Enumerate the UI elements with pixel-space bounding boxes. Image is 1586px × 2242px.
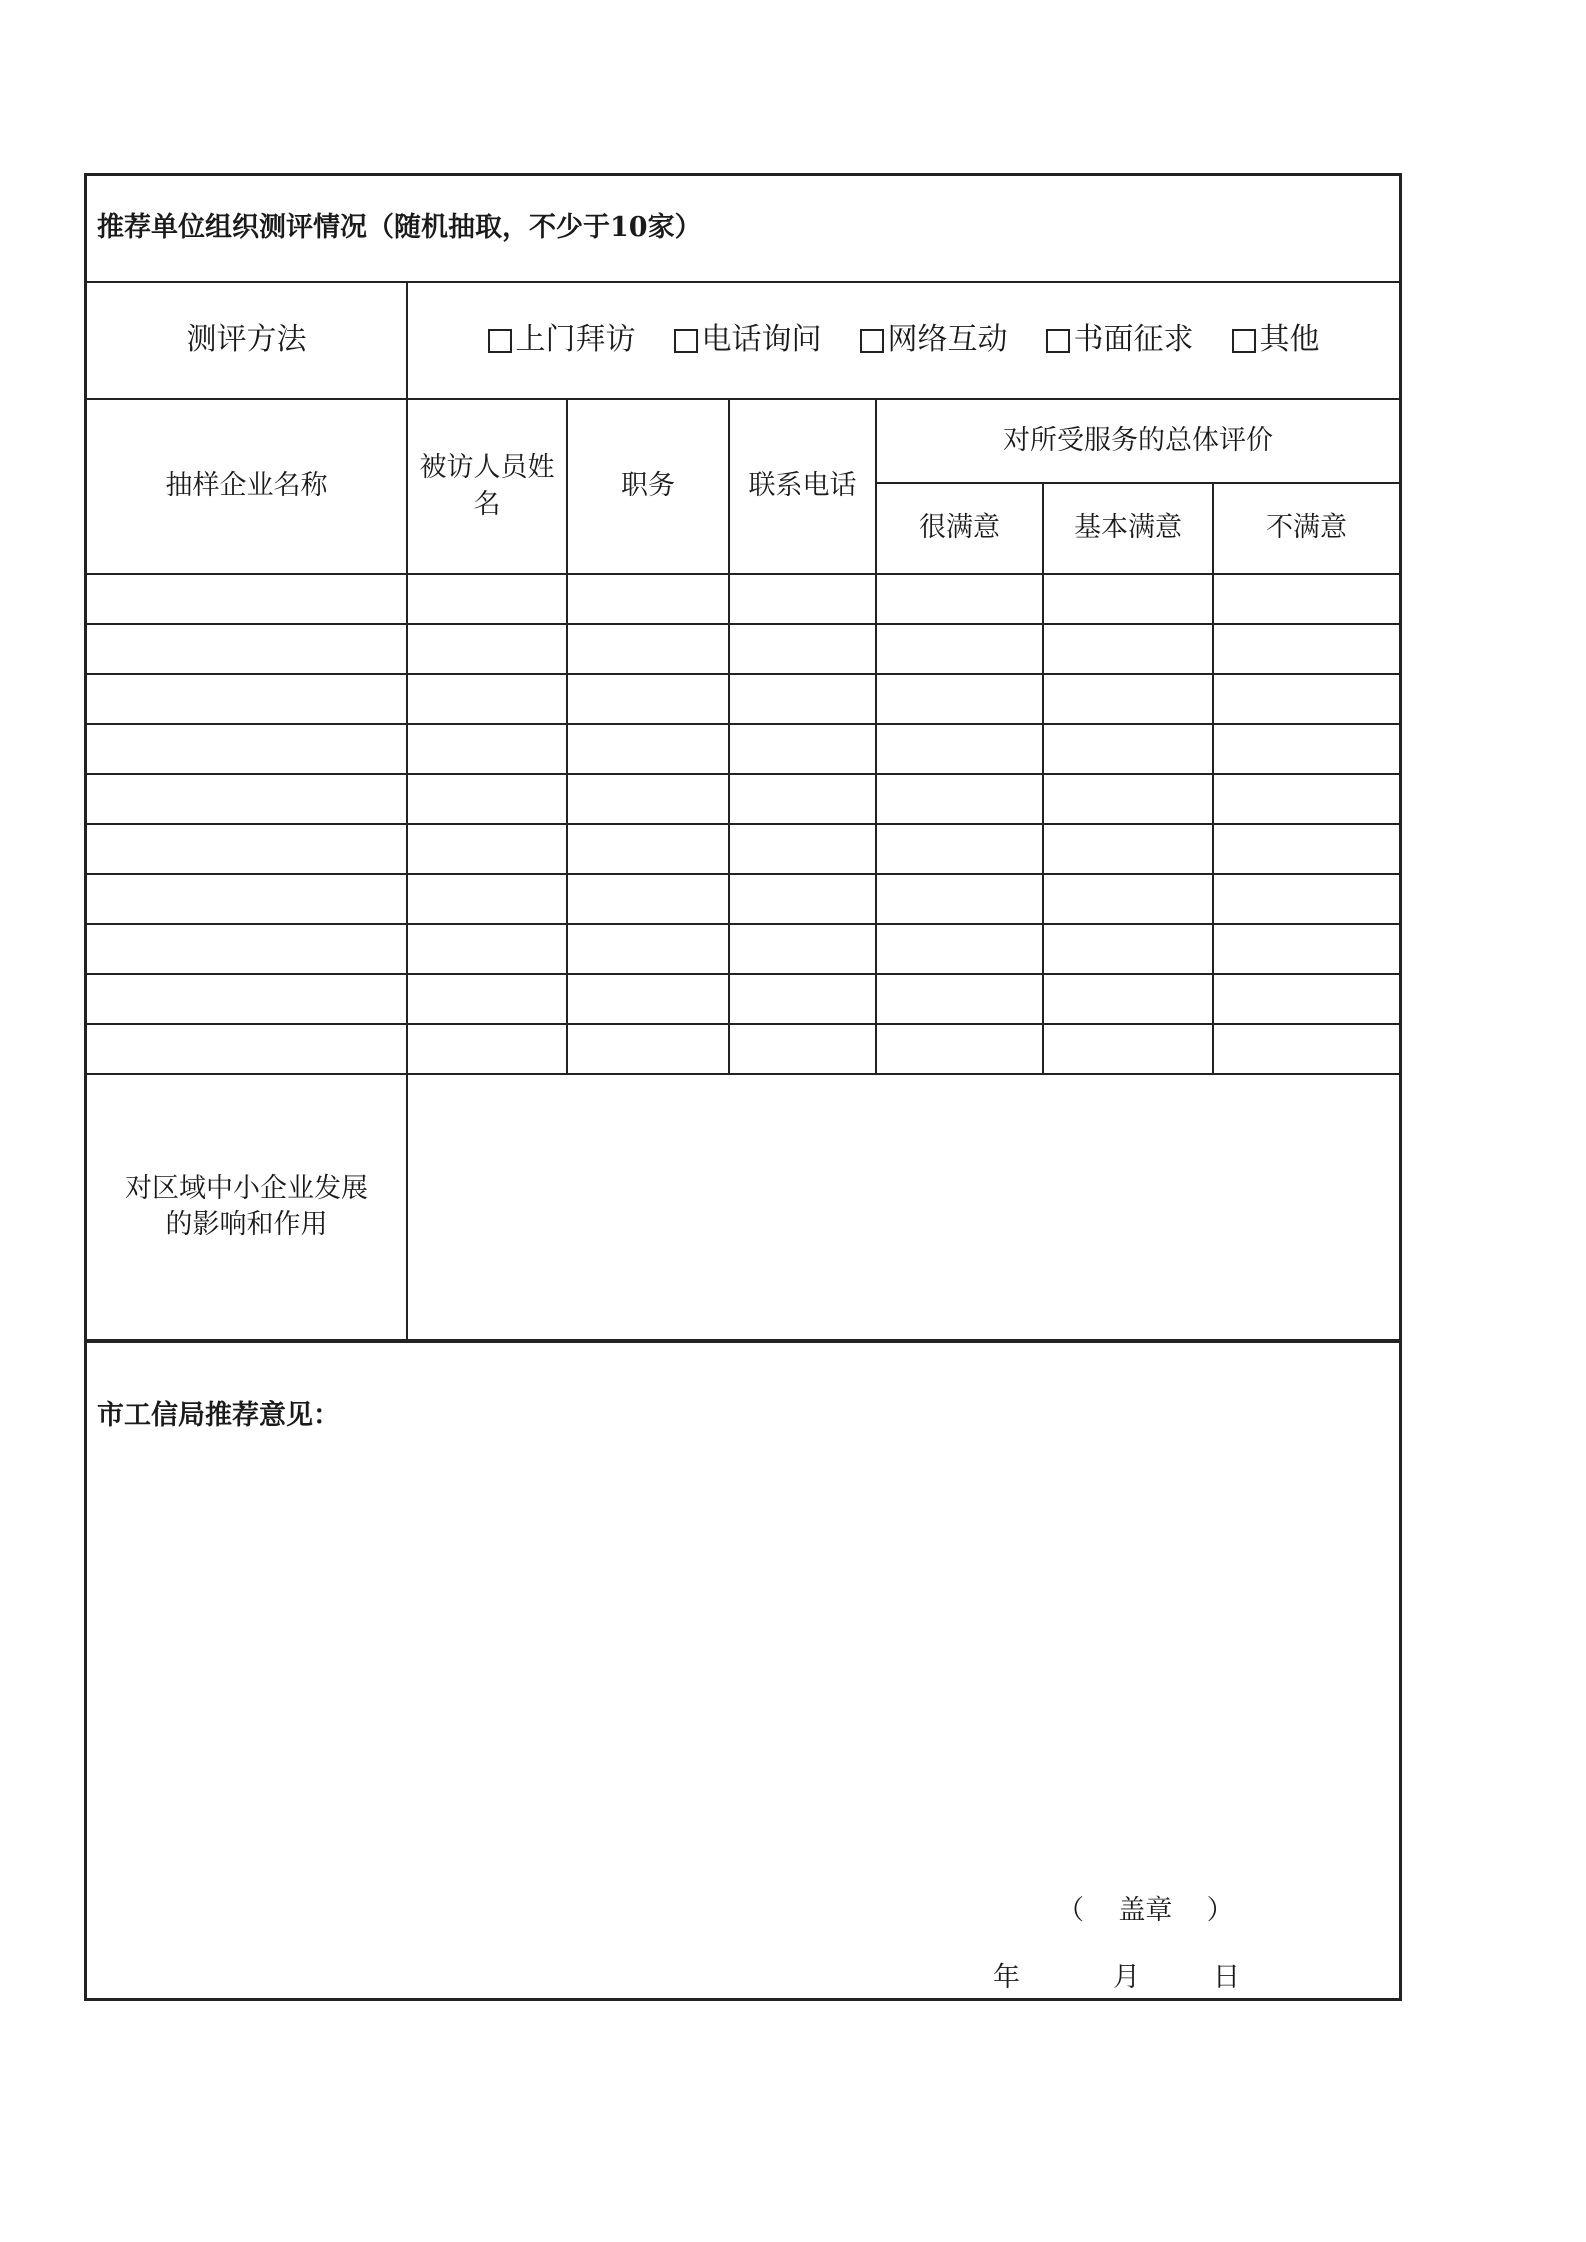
cell[interactable] [567, 974, 729, 1024]
cell[interactable] [1043, 974, 1213, 1024]
table-row [87, 924, 1399, 974]
cell[interactable] [1213, 1024, 1399, 1074]
checkbox-icon[interactable] [674, 329, 698, 353]
table-row [87, 774, 1399, 824]
method-option-label: 上门拜访 [515, 322, 636, 358]
cell[interactable] [729, 724, 876, 774]
cell[interactable] [876, 724, 1043, 774]
header-dissatisfied: 不满意 [1213, 483, 1399, 574]
checkbox-icon[interactable] [1046, 329, 1070, 353]
date-year: 年 [993, 1962, 1020, 1993]
cell[interactable] [729, 974, 876, 1024]
cell[interactable] [1213, 624, 1399, 674]
opinion-section [87, 1341, 1399, 1998]
cell[interactable] [1213, 724, 1399, 774]
cell[interactable] [407, 824, 567, 874]
date-month: 月 [1113, 1962, 1140, 1993]
impact-label-text: 对区域中小企业发展的影响和作用 [124, 1172, 368, 1240]
method-option-label: 书面征求 [1073, 322, 1194, 358]
cell[interactable] [1043, 724, 1213, 774]
method-option-label: 其他 [1259, 322, 1320, 358]
cell[interactable] [87, 924, 407, 974]
cell[interactable] [407, 874, 567, 924]
cell[interactable] [1043, 1024, 1213, 1074]
header-company: 抽样企业名称 [87, 399, 407, 574]
cell[interactable] [1213, 824, 1399, 874]
cell[interactable] [87, 774, 407, 824]
cell[interactable] [407, 1024, 567, 1074]
table-row [87, 724, 1399, 774]
cell[interactable] [567, 624, 729, 674]
cell[interactable] [567, 874, 729, 924]
cell[interactable] [1213, 574, 1399, 624]
cell[interactable] [407, 724, 567, 774]
method-options [407, 282, 1399, 399]
cell[interactable] [407, 974, 567, 1024]
cell[interactable] [729, 824, 876, 874]
cell[interactable] [876, 674, 1043, 724]
cell[interactable] [729, 674, 876, 724]
cell[interactable] [729, 874, 876, 924]
table-row [87, 874, 1399, 924]
cell[interactable] [567, 774, 729, 824]
cell[interactable] [729, 1024, 876, 1074]
method-option-visit[interactable] [488, 320, 636, 361]
cell[interactable] [876, 574, 1043, 624]
checkbox-icon[interactable] [1232, 329, 1256, 353]
cell[interactable] [407, 624, 567, 674]
cell[interactable] [87, 574, 407, 624]
evaluation-table [87, 176, 1399, 1341]
header-very-satisfied: 很满意 [876, 483, 1043, 574]
impact-label [87, 1074, 407, 1340]
header-phone: 联系电话 [729, 399, 876, 574]
cell[interactable] [1213, 924, 1399, 974]
cell[interactable] [567, 724, 729, 774]
cell[interactable] [729, 774, 876, 824]
cell[interactable] [1043, 874, 1213, 924]
method-option-other[interactable] [1232, 320, 1320, 361]
method-option-online[interactable] [860, 320, 1008, 361]
cell[interactable] [567, 924, 729, 974]
impact-content[interactable] [407, 1074, 1399, 1340]
method-option-written[interactable] [1046, 320, 1194, 361]
cell[interactable] [567, 1024, 729, 1074]
cell[interactable] [876, 924, 1043, 974]
opinion-title: 市工信局推荐意见： [97, 1400, 340, 1431]
seal-label: （ 盖章 ） [1057, 1895, 1234, 1926]
cell[interactable] [407, 674, 567, 724]
method-option-label: 电话询问 [701, 322, 822, 358]
table-row [87, 574, 1399, 624]
cell[interactable] [729, 624, 876, 674]
cell[interactable] [1213, 974, 1399, 1024]
cell[interactable] [1213, 774, 1399, 824]
cell[interactable] [729, 574, 876, 624]
cell[interactable] [87, 874, 407, 924]
cell[interactable] [876, 824, 1043, 874]
cell[interactable] [407, 574, 567, 624]
cell[interactable] [729, 924, 876, 974]
cell[interactable] [407, 774, 567, 824]
method-option-label: 网络互动 [887, 322, 1008, 358]
cell[interactable] [87, 624, 407, 674]
cell[interactable] [87, 674, 407, 724]
cell[interactable] [876, 874, 1043, 924]
header-position: 职务 [567, 399, 729, 574]
evaluation-form [84, 173, 1402, 2001]
header-interviewee [407, 399, 567, 574]
cell[interactable] [567, 824, 729, 874]
table-row [87, 1024, 1399, 1074]
cell[interactable] [1043, 824, 1213, 874]
header-interviewee-label: 被访人员姓名 [419, 452, 555, 520]
date-line [993, 1955, 1240, 1994]
cell[interactable] [87, 974, 407, 1024]
cell[interactable] [87, 824, 407, 874]
method-option-phone[interactable] [674, 320, 822, 361]
checkbox-icon[interactable] [488, 329, 512, 353]
cell[interactable] [1213, 674, 1399, 724]
cell[interactable] [567, 574, 729, 624]
cell[interactable] [87, 1024, 407, 1074]
header-basic-satisfied: 基本满意 [1043, 483, 1213, 574]
cell[interactable] [567, 674, 729, 724]
method-label: 测评方法 [87, 282, 407, 399]
cell[interactable] [876, 1024, 1043, 1074]
cell[interactable] [876, 774, 1043, 824]
table-row [87, 674, 1399, 724]
section-title: 推荐单位组织测评情况（随机抽取，不少于10家） [87, 176, 1399, 282]
cell[interactable] [876, 974, 1043, 1024]
table-row [87, 974, 1399, 1024]
cell[interactable] [1043, 674, 1213, 724]
cell[interactable] [1043, 574, 1213, 624]
checkbox-icon[interactable] [860, 329, 884, 353]
cell[interactable] [876, 624, 1043, 674]
cell[interactable] [1043, 624, 1213, 674]
table-row [87, 624, 1399, 674]
date-day: 日 [1213, 1962, 1240, 1993]
table-row [87, 824, 1399, 874]
header-overall-rating: 对所受服务的总体评价 [876, 399, 1399, 483]
cell[interactable] [87, 724, 407, 774]
cell[interactable] [1213, 874, 1399, 924]
cell[interactable] [407, 924, 567, 974]
cell[interactable] [1043, 774, 1213, 824]
cell[interactable] [1043, 924, 1213, 974]
